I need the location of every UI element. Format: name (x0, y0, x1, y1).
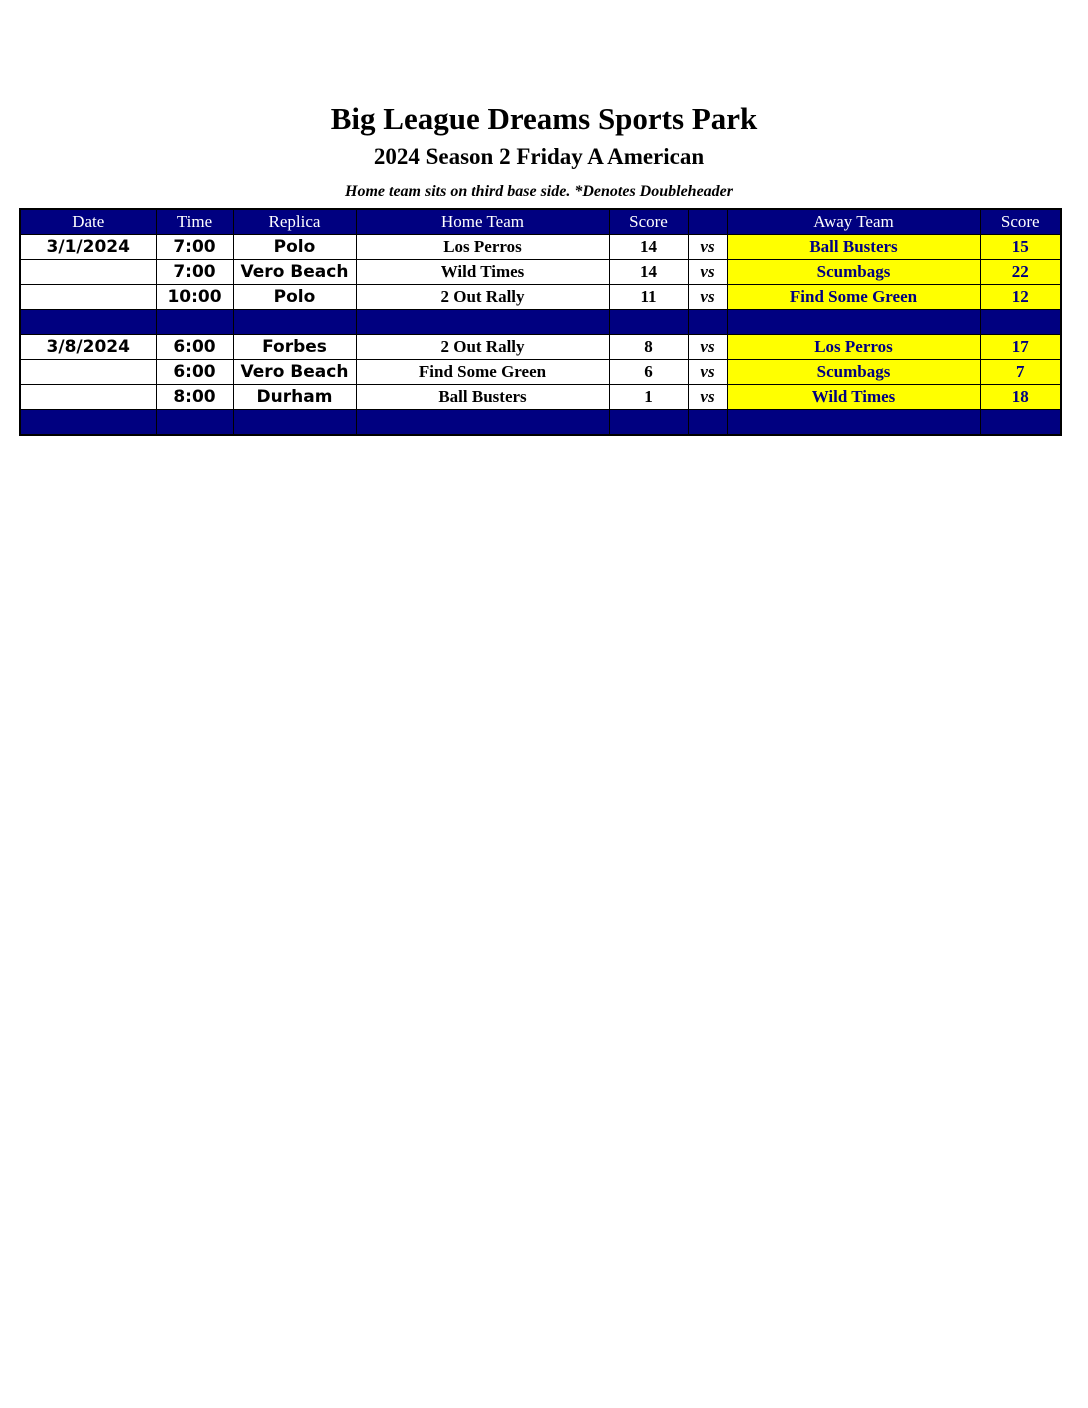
away-team-cell: Wild Times (727, 385, 980, 410)
time-cell: 7:00 (156, 235, 233, 260)
column-header-home-team: Home Team (356, 209, 609, 235)
time-cell: 6:00 (156, 335, 233, 360)
table-row (20, 285, 1061, 310)
column-header-replica: Replica (233, 209, 356, 235)
page-subtitle: 2024 Season 2 Friday A American (373, 144, 705, 169)
page-title: Big League Dreams Sports Park (330, 101, 758, 136)
away-team-cell: Los Perros (727, 335, 980, 360)
replica-cell: Vero Beach (233, 260, 356, 285)
away-team-cell: Find Some Green (727, 285, 980, 310)
home-score-cell: 6 (609, 360, 688, 385)
home-score-cell: 14 (609, 260, 688, 285)
time-cell: 6:00 (156, 360, 233, 385)
replica-cell: Polo (233, 235, 356, 260)
away-score-cell: 12 (980, 285, 1061, 310)
home-team-cell: 2 Out Rally (356, 335, 609, 360)
replica-cell: Vero Beach (233, 360, 356, 385)
home-team-cell: Wild Times (356, 260, 609, 285)
home-team-cell: 2 Out Rally (356, 285, 609, 310)
vs-cell: vs (688, 235, 727, 260)
away-score-cell: 15 (980, 235, 1061, 260)
away-score-cell: 7 (980, 360, 1061, 385)
column-header-home-score: Score (609, 209, 688, 235)
column-header-time: Time (156, 209, 233, 235)
schedule-note: Home team sits on third base side. *Denotes Doubleheader (345, 183, 733, 200)
home-score-cell: 11 (609, 285, 688, 310)
time-cell: 8:00 (156, 385, 233, 410)
home-team-cell: Los Perros (356, 235, 609, 260)
spacer-row (20, 310, 1061, 335)
away-team-cell: Scumbags (727, 360, 980, 385)
table-row (20, 385, 1061, 410)
replica-cell: Forbes (233, 335, 356, 360)
home-team-cell: Ball Busters (356, 385, 609, 410)
table-row (20, 360, 1061, 385)
away-score-cell: 22 (980, 260, 1061, 285)
vs-cell: vs (688, 335, 727, 360)
home-score-cell: 8 (609, 335, 688, 360)
column-header-away-score: Score (980, 209, 1061, 235)
away-team-cell: Scumbags (727, 260, 980, 285)
date-cell (20, 360, 156, 385)
table-row (20, 235, 1061, 260)
away-team-cell: Ball Busters (727, 235, 980, 260)
replica-cell: Polo (233, 285, 356, 310)
date-cell: 3/1/2024 (20, 235, 156, 260)
time-cell: 10:00 (156, 285, 233, 310)
schedule-table (19, 208, 1062, 436)
table-row (20, 260, 1061, 285)
home-team-cell: Find Some Green (356, 360, 609, 385)
date-cell (20, 260, 156, 285)
column-header-vs (688, 209, 727, 235)
home-score-cell: 1 (609, 385, 688, 410)
column-header-away-team: Away Team (727, 209, 980, 235)
header-row (20, 209, 1061, 235)
replica-cell: Durham (233, 385, 356, 410)
table-row (20, 335, 1061, 360)
home-score-cell: 14 (609, 235, 688, 260)
away-score-cell: 18 (980, 385, 1061, 410)
spacer-row (20, 410, 1061, 436)
vs-cell: vs (688, 385, 727, 410)
away-score-cell: 17 (980, 335, 1061, 360)
time-cell: 7:00 (156, 260, 233, 285)
vs-cell: vs (688, 285, 727, 310)
date-cell (20, 385, 156, 410)
vs-cell: vs (688, 260, 727, 285)
column-header-date: Date (20, 209, 156, 235)
vs-cell: vs (688, 360, 727, 385)
date-cell (20, 285, 156, 310)
date-cell: 3/8/2024 (20, 335, 156, 360)
